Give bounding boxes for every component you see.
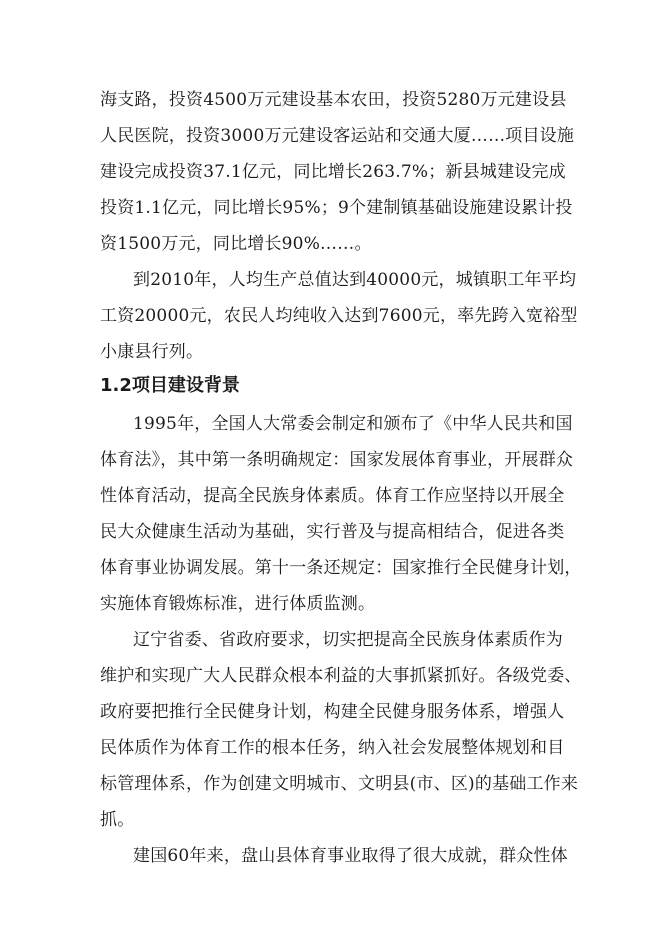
paragraph-4-line-2: 维护和实现广大人民群众根本利益的大事抓紧抓好。各级党委、	[100, 666, 582, 686]
paragraph-2-line-2: 工资20000元，农民人均纯收入达到7600元，率先跨入宽裕型	[100, 306, 578, 326]
paragraph-3-line-2: 体育法》，其中第一条明确规定：国家发展体育事业，开展群众	[100, 450, 574, 470]
paragraph-4-line-3: 政府要把推行全民健身计划，构建全民健身服务体系，增强人	[100, 702, 565, 722]
paragraph-2-line-1: 到2010年，人均生产总值达到40000元，城镇职工年平均	[133, 270, 577, 290]
paragraph-3-line-4: 民大众健康生活动为基础，实行普及与提高相结合，促进各类	[100, 522, 565, 542]
paragraph-1-line-1: 海支路，投资4500万元建设基本农田，投资5280万元建设县	[100, 90, 567, 110]
paragraph-1-line-3: 建设完成投资37.1亿元，同比增长263.7%；新县城建设完成	[100, 162, 566, 182]
paragraph-4-line-5: 标管理体系，作为创建文明城市、文明县(市、区)的基础工作来	[100, 774, 579, 794]
paragraph-4-line-6: 抓。	[100, 810, 135, 830]
paragraph-4-line-1: 辽宁省委、省政府要求，切实把提高全民族身体素质作为	[133, 630, 563, 650]
paragraph-1-line-4: 投资1.1亿元，同比增长95%；9个建制镇基础设施建设累计投	[100, 198, 573, 218]
paragraph-1-line-5: 资1500万元，同比增长90%……。	[100, 234, 372, 254]
paragraph-4-line-4: 民体质作为体育工作的根本任务，纳入社会发展整体规划和目	[100, 738, 565, 758]
paragraph-2-line-3: 小康县行列。	[100, 342, 204, 362]
paragraph-3-line-5: 体育事业协调发展。第十一条还规定：国家推行全民健身计划，	[100, 558, 582, 578]
paragraph-3-line-6: 实施体育锻炼标准，进行体质监测。	[100, 594, 376, 614]
paragraph-3-line-1: 1995年，全国人大常委会制定和颁布了《中华人民共和国	[133, 414, 573, 434]
paragraph-5-line-1: 建国60年来，盘山县体育事业取得了很大成就，群众性体	[133, 846, 568, 866]
paragraph-1-line-2: 人民医院，投资3000万元建设客运站和交通大厦……项目设施	[100, 126, 575, 146]
section-heading: 1.2项目建设背景	[100, 375, 240, 396]
paragraph-3-line-3: 性体育活动，提高全民族身体素质。体育工作应坚持以开展全	[100, 486, 565, 506]
